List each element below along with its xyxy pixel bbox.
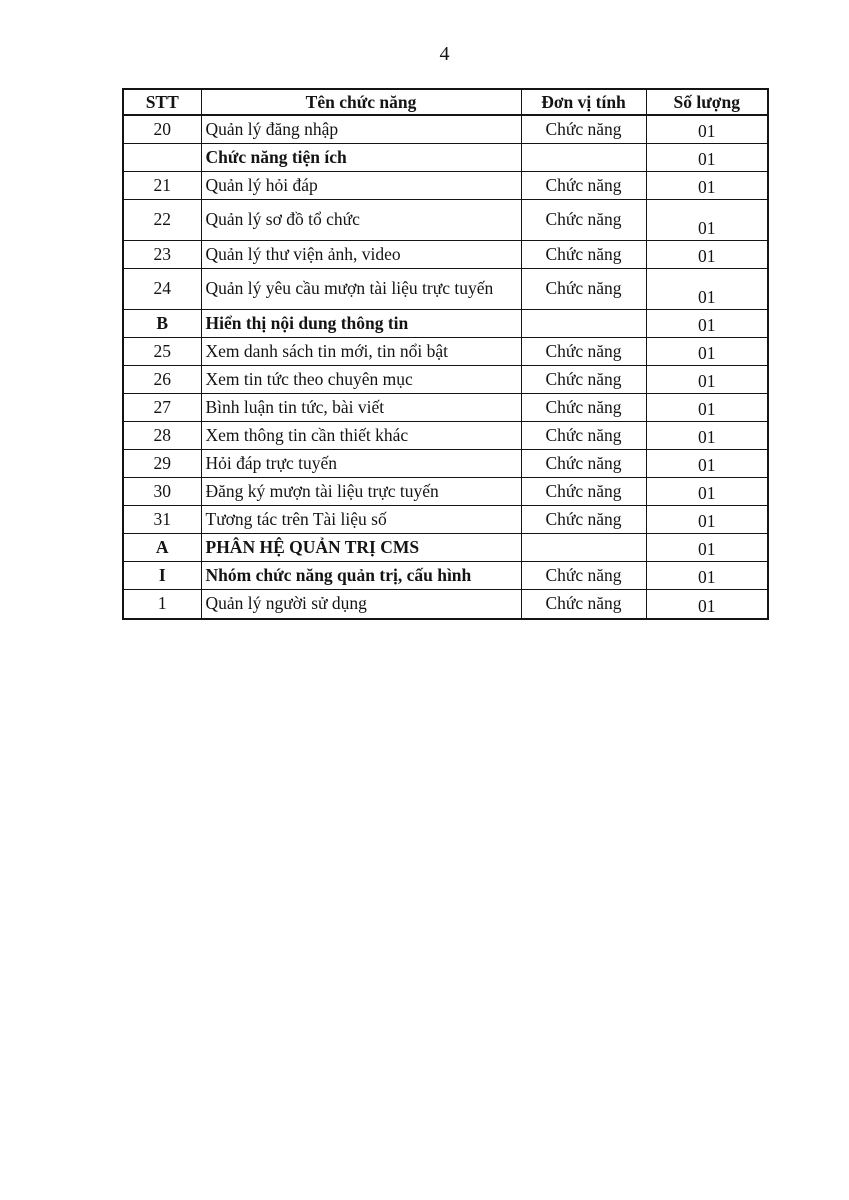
qty-cell: 01 [646, 240, 768, 268]
name-cell: Xem thông tin cần thiết khác [201, 421, 521, 449]
name-cell: Quản lý thư viện ảnh, video [201, 240, 521, 268]
unit-cell: Chức năng [521, 115, 646, 143]
table-row [123, 589, 768, 619]
stt-cell: B [123, 309, 201, 337]
stt-cell: 25 [123, 337, 201, 365]
unit-cell: Chức năng [521, 505, 646, 533]
stt-cell: 29 [123, 449, 201, 477]
stt-cell: 31 [123, 505, 201, 533]
table-row [123, 505, 768, 533]
name-cell: Tương tác trên Tài liệu số [201, 505, 521, 533]
unit-cell: Chức năng [521, 449, 646, 477]
name-cell: Quản lý hỏi đáp [201, 171, 521, 199]
name-cell: PHÂN HỆ QUẢN TRỊ CMS [201, 533, 521, 561]
table-row [123, 309, 768, 337]
qty-cell: 01 [646, 421, 768, 449]
qty-cell: 01 [646, 199, 768, 240]
name-cell: Quản lý đăng nhập [201, 115, 521, 143]
qty-cell: 01 [646, 115, 768, 143]
column-header-name: Tên chức năng [201, 89, 521, 115]
table-row [123, 337, 768, 365]
name-cell: Hỏi đáp trực tuyến [201, 449, 521, 477]
stt-cell: 28 [123, 421, 201, 449]
page-number: 4 [439, 43, 450, 65]
table-row [123, 477, 768, 505]
stt-cell: A [123, 533, 201, 561]
stt-cell: 27 [123, 393, 201, 421]
unit-cell: Chức năng [521, 393, 646, 421]
table-header [123, 89, 768, 115]
qty-cell: 01 [646, 143, 768, 171]
name-cell: Quản lý yêu cầu mượn tài liệu trực tuyến [201, 268, 521, 309]
unit-cell: Chức năng [521, 268, 646, 309]
table-body [123, 115, 768, 619]
name-cell: Nhóm chức năng quản trị, cấu hình [201, 561, 521, 589]
table-row [123, 115, 768, 143]
table-row [123, 199, 768, 240]
stt-cell: 21 [123, 171, 201, 199]
unit-cell: Chức năng [521, 589, 646, 619]
stt-cell: 24 [123, 268, 201, 309]
qty-cell: 01 [646, 309, 768, 337]
name-cell: Bình luận tin tức, bài viết [201, 393, 521, 421]
table-row [123, 240, 768, 268]
qty-cell: 01 [646, 505, 768, 533]
table-row [123, 533, 768, 561]
name-cell: Xem tin tức theo chuyên mục [201, 365, 521, 393]
qty-cell: 01 [646, 533, 768, 561]
functions-table [122, 88, 769, 620]
unit-cell: Chức năng [521, 421, 646, 449]
qty-cell: 01 [646, 393, 768, 421]
qty-cell: 01 [646, 449, 768, 477]
unit-cell: Chức năng [521, 477, 646, 505]
stt-cell: 30 [123, 477, 201, 505]
qty-cell: 01 [646, 268, 768, 309]
unit-cell: Chức năng [521, 199, 646, 240]
table-row [123, 365, 768, 393]
unit-cell: Chức năng [521, 365, 646, 393]
unit-cell [521, 143, 646, 171]
stt-cell: 1 [123, 589, 201, 619]
column-header-unit: Đơn vị tính [521, 89, 646, 115]
stt-cell: I [123, 561, 201, 589]
stt-cell: 23 [123, 240, 201, 268]
name-cell: Xem danh sách tin mới, tin nổi bật [201, 337, 521, 365]
name-cell: Chức năng tiện ích [201, 143, 521, 171]
qty-cell: 01 [646, 589, 768, 619]
table-row [123, 561, 768, 589]
table-row [123, 143, 768, 171]
name-cell: Quản lý sơ đồ tổ chức [201, 199, 521, 240]
qty-cell: 01 [646, 561, 768, 589]
name-cell: Quản lý người sử dụng [201, 589, 521, 619]
name-cell: Hiển thị nội dung thông tin [201, 309, 521, 337]
unit-cell [521, 533, 646, 561]
qty-cell: 01 [646, 477, 768, 505]
qty-cell: 01 [646, 365, 768, 393]
unit-cell: Chức năng [521, 240, 646, 268]
unit-cell [521, 309, 646, 337]
table-row [123, 171, 768, 199]
table-row [123, 393, 768, 421]
table-row [123, 268, 768, 309]
unit-cell: Chức năng [521, 561, 646, 589]
column-header-qty: Số lượng [646, 89, 768, 115]
stt-cell: 26 [123, 365, 201, 393]
stt-cell [123, 143, 201, 171]
stt-cell: 20 [123, 115, 201, 143]
qty-cell: 01 [646, 171, 768, 199]
table-row [123, 449, 768, 477]
table-row [123, 421, 768, 449]
stt-cell: 22 [123, 199, 201, 240]
header-row [123, 89, 768, 115]
unit-cell: Chức năng [521, 337, 646, 365]
unit-cell: Chức năng [521, 171, 646, 199]
qty-cell: 01 [646, 337, 768, 365]
name-cell: Đăng ký mượn tài liệu trực tuyến [201, 477, 521, 505]
column-header-stt: STT [123, 89, 201, 115]
